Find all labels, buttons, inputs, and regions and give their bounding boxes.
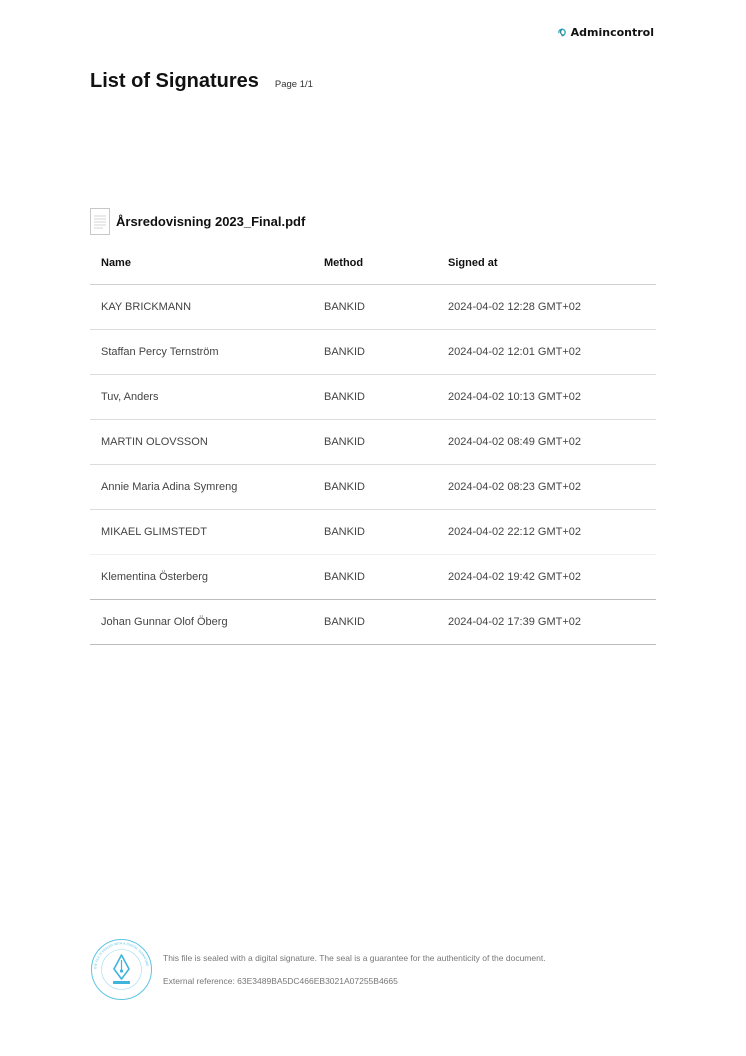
signer-name: Tuv, Anders	[90, 375, 313, 420]
table-row	[90, 465, 656, 510]
signing-method: BANKID	[313, 420, 437, 465]
document-file-name: Årsredovisning 2023_Final.pdf	[116, 214, 306, 229]
signed-at: 2024-04-02 19:42 GMT+02	[437, 555, 656, 600]
signing-method: BANKID	[313, 510, 437, 555]
table-row	[90, 420, 656, 465]
signer-name: Staffan Percy Ternström	[90, 330, 313, 375]
page-title: List of Signatures	[90, 70, 259, 92]
table-row	[90, 375, 656, 420]
page-number: Page 1/1	[274, 79, 313, 90]
table-header-row	[90, 242, 656, 285]
signer-name: MARTIN OLOVSSON	[90, 420, 313, 465]
signing-method: BANKID	[313, 285, 437, 330]
seal-footer	[90, 938, 546, 1001]
file-icon	[90, 208, 110, 235]
brand-logo	[557, 26, 654, 39]
signed-at: 2024-04-02 08:23 GMT+02	[437, 465, 656, 510]
admincontrol-logo-icon	[557, 27, 568, 38]
seal-notice	[163, 953, 546, 986]
signing-method: BANKID	[313, 465, 437, 510]
seal-notice-text: This file is sealed with a digital signature. The seal is a guarantee for the authenticity of the document.	[163, 953, 546, 963]
signed-at: 2024-04-02 22:12 GMT+02	[437, 510, 656, 555]
signing-method: BANKID	[313, 555, 437, 600]
table-row	[90, 555, 656, 600]
pen-nib-seal-icon	[90, 938, 153, 1001]
signer-name: MIKAEL GLIMSTEDT	[90, 510, 313, 555]
signer-name: Klementina Österberg	[90, 555, 313, 600]
signed-at: 2024-04-02 08:49 GMT+02	[437, 420, 656, 465]
signed-at: 2024-04-02 12:28 GMT+02	[437, 285, 656, 330]
column-header-method: Method	[313, 242, 437, 285]
brand-name: Admincontrol	[570, 26, 654, 39]
column-header-signed-at: Signed at	[437, 242, 656, 285]
column-header-name: Name	[90, 242, 313, 285]
signed-at: 2024-04-02 10:13 GMT+02	[437, 375, 656, 420]
signing-method: BANKID	[313, 330, 437, 375]
signed-at: 2024-04-02 12:01 GMT+02	[437, 330, 656, 375]
signer-name: Johan Gunnar Olof Öberg	[90, 600, 313, 645]
table-row	[90, 330, 656, 375]
signed-at: 2024-04-02 17:39 GMT+02	[437, 600, 656, 645]
table-row	[90, 600, 656, 645]
table-row	[90, 285, 656, 330]
signatures-table	[90, 242, 656, 645]
document-heading	[90, 208, 305, 235]
table-row	[90, 510, 656, 555]
signer-name: Annie Maria Adina Symreng	[90, 465, 313, 510]
title-row	[90, 70, 313, 93]
external-reference: External reference: 63E3489BA5DC466EB3021A07255B4665	[163, 976, 398, 986]
signer-name: KAY BRICKMANN	[90, 285, 313, 330]
signing-method: BANKID	[313, 600, 437, 645]
signing-method: BANKID	[313, 375, 437, 420]
seal-ring-text: THE FILE IS SEALED WITH A DIGITAL SIGNATURE	[93, 941, 150, 970]
